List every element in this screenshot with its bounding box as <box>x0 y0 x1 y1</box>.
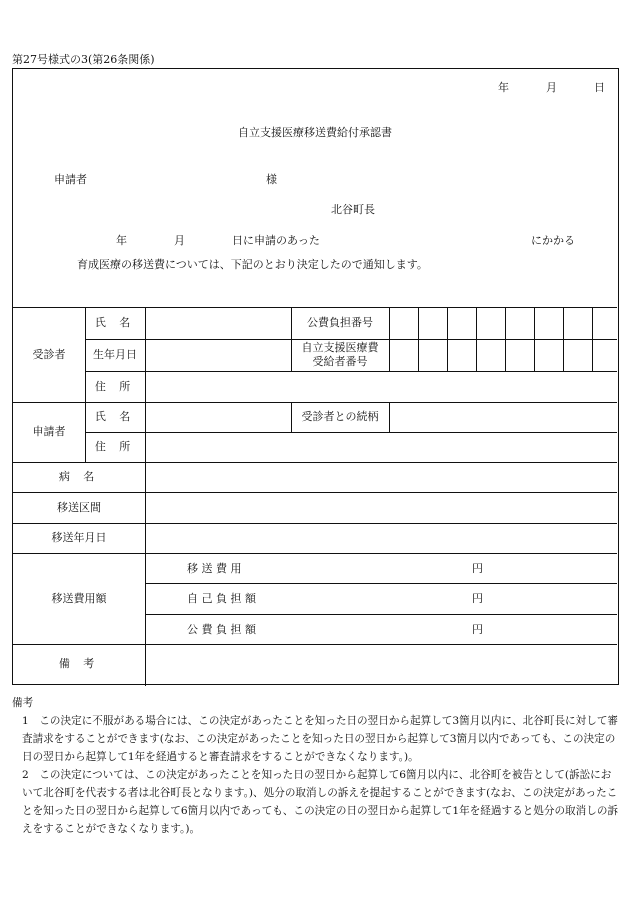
applicant-address-label: 住 所 <box>94 440 136 454</box>
recipient-number-label <box>291 339 389 371</box>
cost-self-label: 自 己 負 担 額 <box>187 592 256 605</box>
note-item-1: 1 この決定に不服がある場合には、この決定があったことを知った日の翌日から起算して3箇月以内に、北谷町長に対して審査請求をすることができます(なお、この決定があったことを知った日の翌日から起算して3箇月以内であっても、この決定の日の翌日から起算して1年を経過すると審査請求をすることができなくなります。)。 <box>22 715 619 763</box>
body-month: 月 <box>174 234 185 247</box>
body-line1-mid: 日に申請のあった <box>232 234 320 247</box>
cost-group-label: 移送費用額 <box>51 591 107 605</box>
body-year: 年 <box>116 234 127 247</box>
patient-birthdate-label: 生年月日 <box>93 348 137 362</box>
remarks-label: 備 考 <box>58 657 100 671</box>
applicant-label: 申請者 <box>54 173 87 186</box>
transport-date-label: 移送年月日 <box>51 531 107 545</box>
date-month: 月 <box>546 81 557 94</box>
recipient-number-line2: 受給者番号 <box>312 355 368 368</box>
disease-name-label: 病 名 <box>58 470 100 484</box>
note-item-2: 2 この決定については、この決定があったことを知った日の翌日から起算して6箇月以内に、北谷町を被告として(訴訟において北谷町を代表する者は北谷町長となります。)、処分の取消しの訴えを提起することができます(なお、この決定があったことを知った日の翌日から起算して6箇月以内であっても、この決定の日の翌日から起算して1年を経過すると処分の取消しの訴えをすることができなくなります。)。 <box>22 769 619 835</box>
patient-group-label: 受診者 <box>32 347 66 361</box>
notes-heading: 備考 <box>12 697 34 709</box>
applicant-group-label: 申請者 <box>32 425 66 439</box>
cost-public-label: 公 費 負 担 額 <box>187 623 256 636</box>
cost-public-yen: 円 <box>472 623 483 636</box>
cost-transport-yen: 円 <box>472 562 483 575</box>
applicant-honorific: 様 <box>266 173 277 186</box>
patient-address-label: 住 所 <box>94 379 136 393</box>
cost-transport-label: 移 送 費 用 <box>187 562 242 575</box>
relationship-label: 受診者との続柄 <box>301 410 379 424</box>
approval-form-frame <box>12 68 619 685</box>
date-year: 年 <box>498 81 509 94</box>
body-line2: 育成医療の移送費については、下記のとおり決定したので通知します。 <box>77 258 428 271</box>
public-burden-number-label: 公費負担番号 <box>307 316 373 330</box>
recipient-number-line1: 自立支援医療費 <box>301 341 379 355</box>
applicant-name-label: 氏 名 <box>94 410 136 424</box>
notes-section <box>12 694 620 838</box>
issuer: 北谷町長 <box>331 203 375 216</box>
form-title: 自立支援医療移送費給付承認書 <box>238 126 392 139</box>
body-line1-end: にかかる <box>531 234 575 247</box>
form-label: 第27号様式の3(第26条関係) <box>12 53 155 66</box>
cost-self-yen: 円 <box>472 592 483 605</box>
date-day: 日 <box>594 81 605 94</box>
patient-name-label: 氏 名 <box>94 316 136 330</box>
transport-section-label: 移送区間 <box>57 500 101 514</box>
